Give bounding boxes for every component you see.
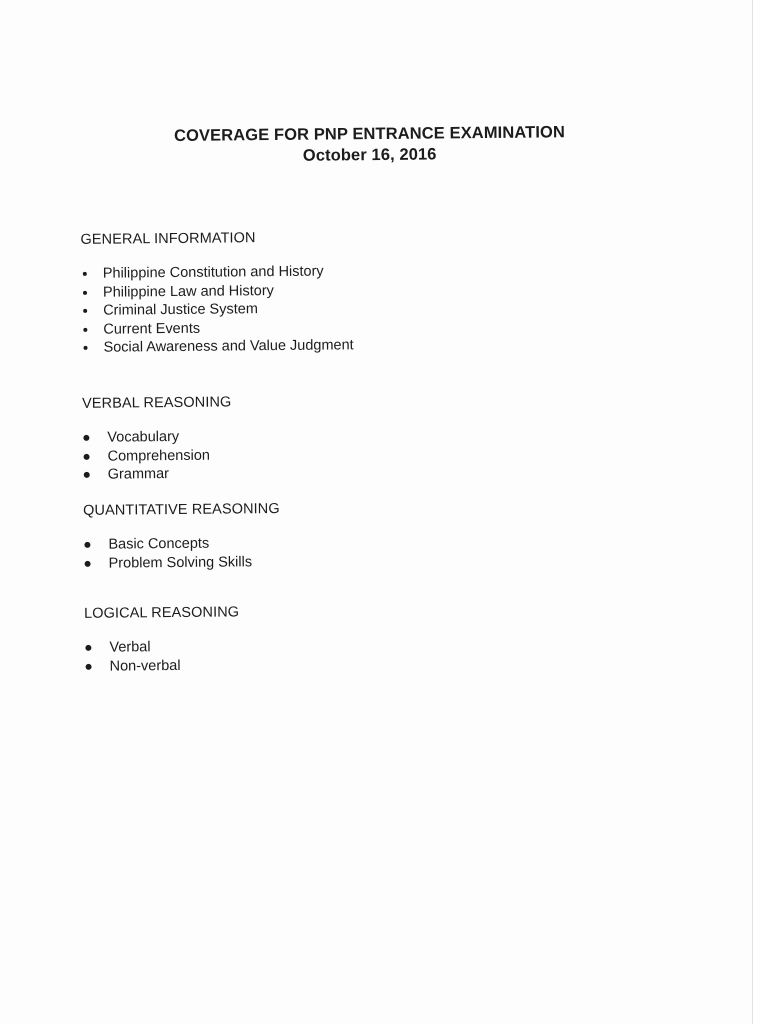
document-header	[69, 121, 669, 169]
bullet-icon	[84, 453, 90, 459]
bullet-list	[82, 424, 643, 485]
bullet-list	[84, 633, 644, 676]
list-item-text: Verbal	[109, 639, 151, 656]
section-logical-reasoning	[84, 600, 645, 676]
section-heading: LOGICAL REASONING	[84, 604, 240, 622]
section-heading: VERBAL REASONING	[81, 394, 232, 412]
list-item-text: Social Awareness and Value Judgment	[103, 337, 354, 357]
document-date: October 16, 2016	[302, 145, 437, 165]
section-quantitative-reasoning	[83, 498, 644, 574]
bullet-icon	[83, 309, 87, 313]
list-item-text: Problem Solving Skills	[108, 553, 253, 572]
section-heading: QUANTITATIVE REASONING	[83, 500, 280, 519]
bullet-list	[83, 531, 643, 574]
document-title: COVERAGE FOR PNP ENTRANCE EXAMINATION	[173, 123, 566, 145]
list-item-text: Philippine Constitution and History	[102, 263, 324, 282]
list-item-text: Vocabulary	[107, 428, 180, 446]
list-item-text: Comprehension	[107, 447, 211, 465]
list-item	[84, 652, 644, 676]
document-content	[78, 0, 678, 675]
section-general-information	[80, 227, 641, 358]
list-item-text: Current Events	[103, 320, 201, 338]
list-item-text: Basic Concepts	[108, 535, 210, 553]
bullet-icon	[83, 435, 89, 441]
bullet-icon	[84, 472, 90, 478]
bullet-list	[81, 260, 642, 358]
bullet-icon	[84, 542, 90, 548]
list-item-text: Philippine Law and History	[102, 282, 274, 301]
bullet-icon	[83, 328, 87, 332]
bullet-icon	[86, 663, 92, 669]
bullet-icon	[83, 290, 87, 294]
bullet-icon	[85, 560, 91, 566]
list-item	[83, 461, 643, 485]
section-verbal-reasoning	[82, 391, 643, 485]
bullet-icon	[84, 346, 88, 350]
list-item	[81, 334, 641, 358]
list-item-text: Grammar	[107, 466, 170, 483]
section-heading: GENERAL INFORMATION	[80, 230, 256, 248]
list-item-text: Criminal Justice System	[103, 301, 258, 319]
list-item	[84, 549, 644, 573]
bullet-icon	[83, 272, 87, 276]
list-item-text: Non-verbal	[109, 657, 181, 675]
bullet-icon	[85, 645, 91, 651]
